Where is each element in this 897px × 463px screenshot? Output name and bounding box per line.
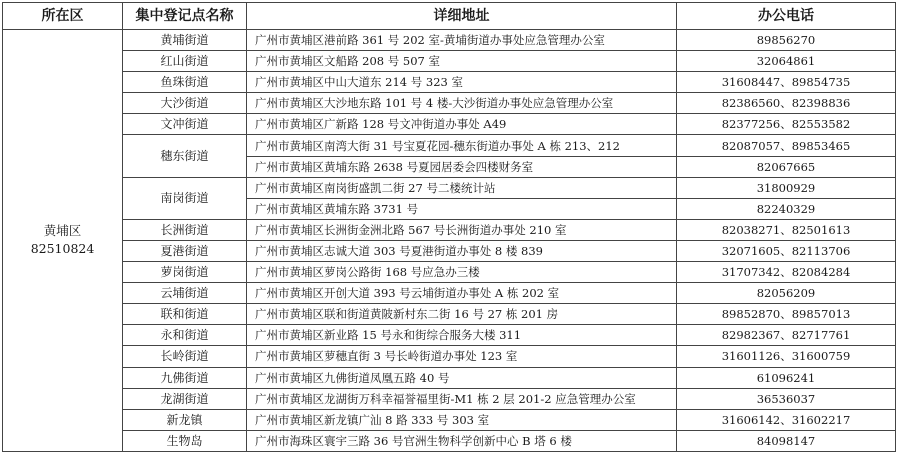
point-cell: 南岗街道 [123,177,247,219]
table-row [3,367,896,388]
table-row [3,177,896,198]
district-name: 黄埔区 [43,223,82,239]
phone-cell: 31601126、31600759 [677,346,896,367]
point-cell: 九佛街道 [123,367,247,388]
district-cell [3,30,123,452]
table-row [3,262,896,283]
phone-cell: 31800929 [677,177,896,198]
address-cell: 广州市黄埔区长洲街金洲北路 567 号长洲街道办事处 210 室 [247,219,677,240]
address-cell: 广州市黄埔区中山大道东 214 号 323 室 [247,72,677,93]
table-row [3,240,896,261]
phone-cell: 82067665 [677,156,896,177]
address-cell: 广州市黄埔区新龙镇广汕 8 路 333 号 303 室 [247,409,677,430]
phone-cell: 89856270 [677,30,896,51]
phone-cell: 82982367、82717761 [677,325,896,346]
phone-cell: 82087057、89853465 [677,135,896,156]
point-cell: 文冲街道 [123,114,247,135]
address-cell: 广州市黄埔区九佛街道凤凰五路 40 号 [247,367,677,388]
point-cell: 云埔街道 [123,283,247,304]
point-cell: 长洲街道 [123,219,247,240]
address-cell: 广州市黄埔区萝穗直街 3 号长岭街道办事处 123 室 [247,346,677,367]
phone-cell: 61096241 [677,367,896,388]
point-cell: 永和街道 [123,325,247,346]
table-row [3,51,896,72]
phone-cell: 82056209 [677,283,896,304]
point-cell: 联和街道 [123,304,247,325]
registration-table [2,2,896,452]
table-row [3,430,896,451]
address-cell: 广州市黄埔区新业路 15 号永和街综合服务大楼 311 [247,325,677,346]
point-cell: 生物岛 [123,430,247,451]
header-address: 详细地址 [247,3,677,30]
table-row [3,135,896,156]
address-cell: 广州市黄埔区黄埔东路 2638 号夏园居委会四楼财务室 [247,156,677,177]
phone-cell: 36536037 [677,388,896,409]
address-cell: 广州市黄埔区龙湖街万科幸福誉福里街-M1 栋 2 层 201-2 应急管理办公室 [247,388,677,409]
table-row [3,325,896,346]
phone-cell: 82038271、82501613 [677,219,896,240]
table-row [3,93,896,114]
address-cell: 广州市黄埔区黄埔东路 3731 号 [247,198,677,219]
table-row [3,304,896,325]
phone-cell: 82377256、82553582 [677,114,896,135]
table-row [3,114,896,135]
address-cell: 广州市黄埔区志诚大道 303 号夏港街道办事处 8 楼 839 [247,240,677,261]
address-cell: 广州市黄埔区大沙地东路 101 号 4 楼-大沙街道办事处应急管理办公室 [247,93,677,114]
phone-cell: 82386560、82398836 [677,93,896,114]
address-cell: 广州市黄埔区联和街道黄陂新村东二街 16 号 27 栋 201 房 [247,304,677,325]
point-cell: 穗东街道 [123,135,247,177]
header-district: 所在区 [3,3,123,30]
address-cell: 广州市黄埔区港前路 361 号 202 室-黄埔街道办事处应急管理办公室 [247,30,677,51]
address-cell: 广州市黄埔区开创大道 393 号云埔街道办事处 A 栋 202 室 [247,283,677,304]
point-cell: 萝岗街道 [123,262,247,283]
table-row [3,72,896,93]
table-row [3,219,896,240]
table-row [3,409,896,430]
point-cell: 大沙街道 [123,93,247,114]
table-row [3,283,896,304]
table-row [3,30,896,51]
address-cell: 广州市黄埔区南湾大街 31 号宝夏花园-穗东街道办事处 A 栋 213、212 [247,135,677,156]
phone-cell: 31606142、31602217 [677,409,896,430]
address-cell: 广州市海珠区寰宇三路 36 号官洲生物科学创新中心 B 塔 6 楼 [247,430,677,451]
point-cell: 新龙镇 [123,409,247,430]
address-cell: 广州市黄埔区南岗街盛凯二街 27 号二楼统计站 [247,177,677,198]
header-point: 集中登记点名称 [123,3,247,30]
phone-cell: 89852870、89857013 [677,304,896,325]
header-phone: 办公电话 [677,3,896,30]
address-cell: 广州市黄埔区文船路 208 号 507 室 [247,51,677,72]
phone-cell: 32071605、82113706 [677,240,896,261]
phone-cell: 31608447、89854735 [677,72,896,93]
point-cell: 龙湖街道 [123,388,247,409]
point-cell: 长岭街道 [123,346,247,367]
phone-cell: 32064861 [677,51,896,72]
point-cell: 夏港街道 [123,240,247,261]
point-cell: 红山街道 [123,51,247,72]
address-cell: 广州市黄埔区萝岗公路街 168 号应急办三楼 [247,262,677,283]
phone-cell: 31707342、82084284 [677,262,896,283]
point-cell: 黄埔街道 [123,30,247,51]
district-phone: 82510824 [30,241,95,257]
table-row [3,388,896,409]
phone-cell: 84098147 [677,430,896,451]
point-cell: 鱼珠街道 [123,72,247,93]
table-row [3,346,896,367]
phone-cell: 82240329 [677,198,896,219]
address-cell: 广州市黄埔区广新路 128 号文冲街道办事处 A49 [247,114,677,135]
header-row [3,3,896,30]
